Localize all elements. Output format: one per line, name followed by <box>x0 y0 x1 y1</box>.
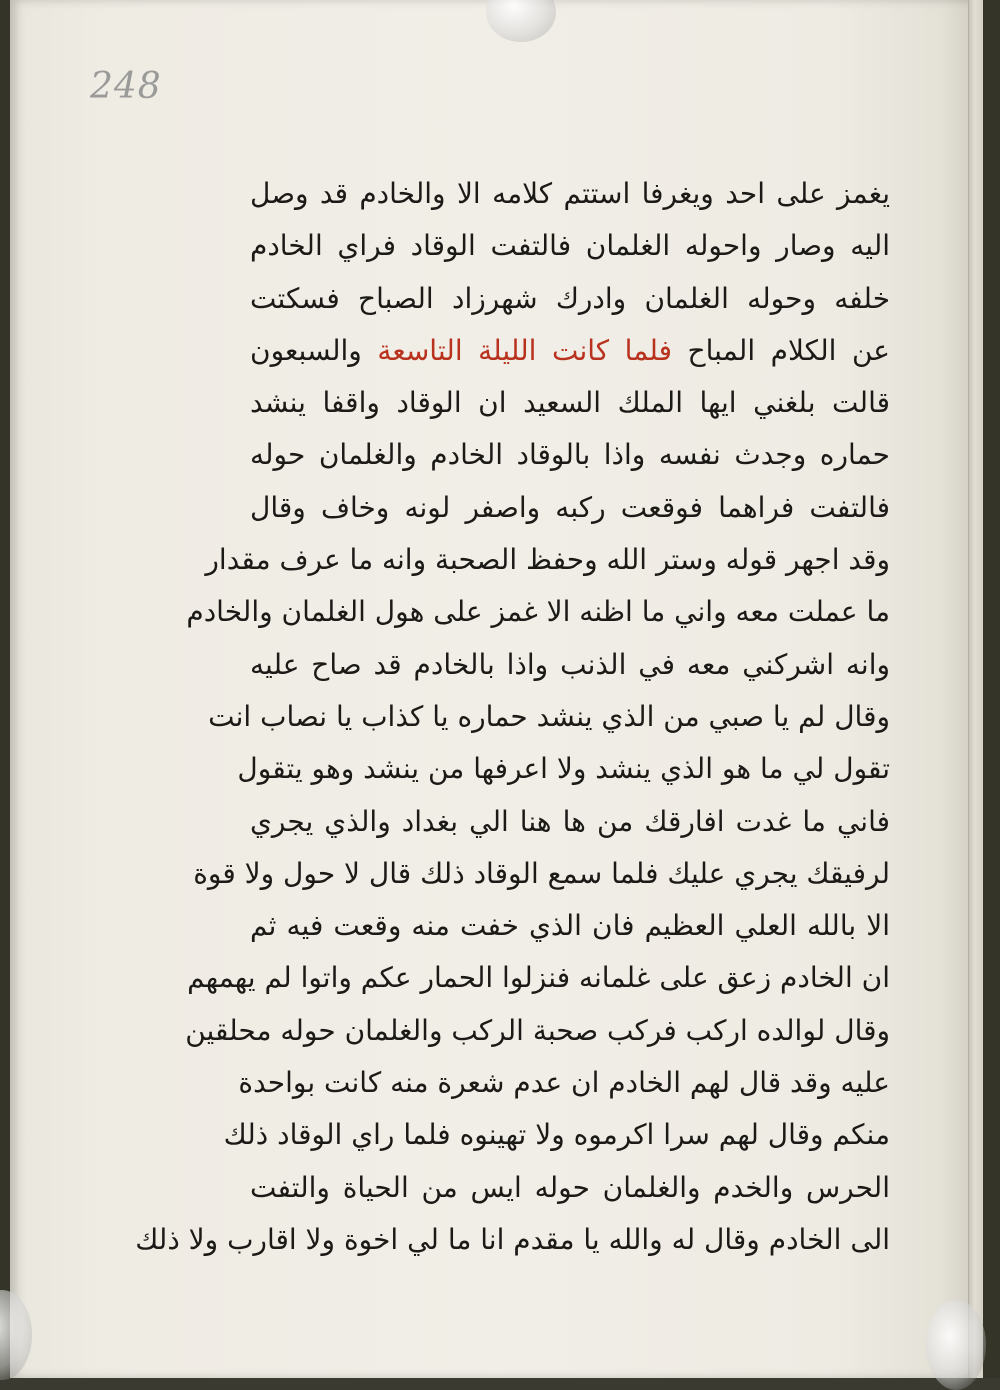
page-holder-clip <box>926 1300 986 1390</box>
text-line: الحرس والخدم والغلمان حوله ايس من الحياة والتفت <box>250 1170 890 1204</box>
text-fragment: عن الكلام المباح <box>672 333 890 367</box>
text-line: وانه اشركني معه في الذنب واذا بالخادم قد صاح عليه <box>250 647 890 681</box>
text-line: فالتفت فراهما فوقعت ركبه واصفر لونه وخاف وقال <box>250 490 890 524</box>
text-fragment: والسبعون <box>250 333 378 367</box>
text-line: قالت بلغني ايها الملك السعيد ان الوقاد واقفا ينشد <box>250 386 890 420</box>
folio-number: 248 <box>90 66 162 107</box>
text-line: فاني ما غدت افارقك من ها هنا الي بغداد والذي يجري <box>250 804 890 838</box>
text-line: عليه وقد قال لهم الخادم ان عدم شعرة منه كانت بواحدة <box>238 1066 890 1100</box>
text-line-with-rubric <box>250 325 890 377</box>
text-line: يغمز على احد ويغرفا استتم كلامه الا والخادم قد وصل <box>250 177 890 210</box>
manuscript-page <box>10 0 980 1378</box>
manuscript-text-block <box>135 168 890 1266</box>
text-line: الا بالله العلي العظيم فان الذي خفت منه وقعت فيه ثم <box>250 909 890 943</box>
text-line: وقال لم يا صبي من الذي ينشد حماره يا كذاب يا نصاب انت <box>208 699 890 733</box>
text-line: وقال لوالده اركب فركب صحبة الركب والغلمان حوله محلقين <box>185 1013 890 1047</box>
adjacent-page-edge <box>968 0 983 1378</box>
text-line: اليه وصار واحوله الغلمان فالتفت الوقاد فراي الخادم <box>250 229 890 263</box>
text-line: الى الخادم وقال له والله يا مقدم انا ما لي اخوة ولا اقارب ولا ذلك <box>135 1222 890 1256</box>
text-line: لرفيقك يجري عليك فلما سمع الوقاد ذلك قال لا حول ولا قوة <box>193 856 890 890</box>
text-line: منكم وقال لهم سرا اكرموه ولا تهينوه فلما راي الوقاد ذلك <box>223 1118 890 1152</box>
text-line: ان الخادم زعق على غلمانه فنزلوا الحمار عكم واتوا لم يهمهم <box>187 961 890 995</box>
text-line: حماره وجدث نفسه واذا بالوقاد الخادم والغلمان حوله <box>250 438 890 472</box>
text-line: تقول لي ما هو الذي ينشد ولا اعرفها من ينشد وهو يتقول <box>237 752 890 786</box>
text-line: وقد اجهر قوله وستر الله وحفظ الصحبة وانه ما عرف مقدار <box>205 543 890 577</box>
rubric-night-heading: فلما كانت الليلة التاسعة <box>377 333 673 367</box>
text-line: خلفه وحوله الغلمان وادرك شهرزاد الصباح فسكتت <box>250 281 890 315</box>
text-line: ما عملت معه واني ما اظنه الا غمز على هول الغلمان والخادم <box>186 595 890 629</box>
